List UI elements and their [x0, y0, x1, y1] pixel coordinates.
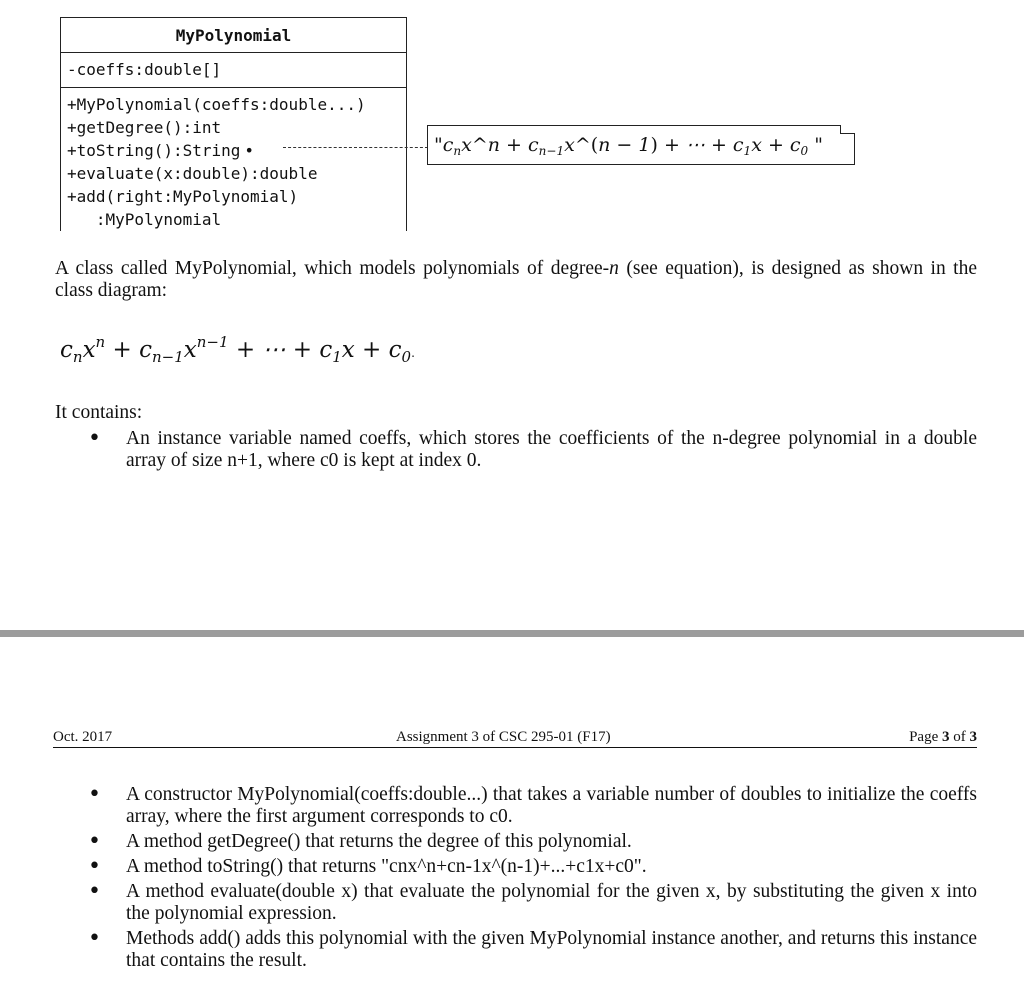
uml-method-tostring-row [67, 139, 406, 162]
bullet-list-page1 [55, 428, 977, 472]
note-open-quote: " [434, 134, 443, 156]
list-item: • A method evaluate(double x) that evaluate the polynomial for the given x, by substituting the given x into the polynomial expression. [55, 881, 977, 925]
uml-method-getdegree: +getDegree():int [67, 118, 222, 137]
page-header [53, 727, 977, 748]
intro-n: n [609, 258, 619, 279]
uml-class-name: MyPolynomial [61, 18, 406, 53]
intro-text-before: A class called MyPolynomial, which models polynomials of degree- [55, 258, 610, 279]
list-item: • Methods add() adds this polynomial with the given MyPolynomial instance another, and returns this instance that contains the result. [55, 928, 977, 972]
page-separator [0, 630, 1024, 637]
note-fold-corner [840, 125, 855, 134]
polynomial-equation: $c_nx^n + c_{n-1}x^{n-1}$ + ⋯ + $c_1x + c_0$. [60, 333, 415, 366]
note-anchor-dot: • [244, 141, 255, 160]
note-close-quote: " [808, 134, 823, 156]
intro-text-after: (see equation), is designed as shown in the class diagram: [55, 258, 977, 301]
header-assignment: Assignment 3 of CSC 295-01 (F17) [396, 729, 611, 745]
list-item: • A constructor MyPolynomial(coeffs:double...) that takes a variable number of doubles to initialize the coeffs array, where the first argument corresponds to c0. [55, 784, 977, 828]
list-item: • An instance variable named coeffs, which stores the coefficients of the n-degree polynomial in a double array of size n+1, where c0 is kept at index 0. [55, 428, 977, 472]
uml-method-add-return: :MyPolynomial [67, 210, 222, 229]
header-date: Oct. 2017 [53, 729, 113, 745]
uml-method-constructor: +MyPolynomial(coeffs:double...) [67, 95, 366, 114]
uml-note: "$c_nx\^{}n$ + $c_{n-1}x\^{}(n - 1)$ + ⋯ + $c_1x + c_0$ " [427, 125, 855, 165]
uml-attribute: -coeffs:double[] [61, 53, 406, 88]
uml-methods [61, 88, 406, 231]
uml-class-box [60, 17, 407, 231]
contains-label: It contains: [55, 402, 143, 423]
list-item: • A method toString() that returns "cnx^n+cn-1x^(n-1)+...+c1x+c0". [55, 856, 977, 878]
header-page-number: Page 3 of 3 [909, 729, 977, 745]
uml-method-tostring: +toString():String [67, 141, 241, 160]
uml-method-add: +add(right:MyPolynomial) [67, 187, 299, 206]
uml-method-evaluate: +evaluate(x:double):double [67, 164, 318, 183]
intro-paragraph [55, 258, 977, 302]
bullet-list-page2 [55, 784, 977, 972]
list-item: • A method getDegree() that returns the degree of this polynomial. [55, 831, 977, 853]
note-connector [283, 147, 428, 148]
